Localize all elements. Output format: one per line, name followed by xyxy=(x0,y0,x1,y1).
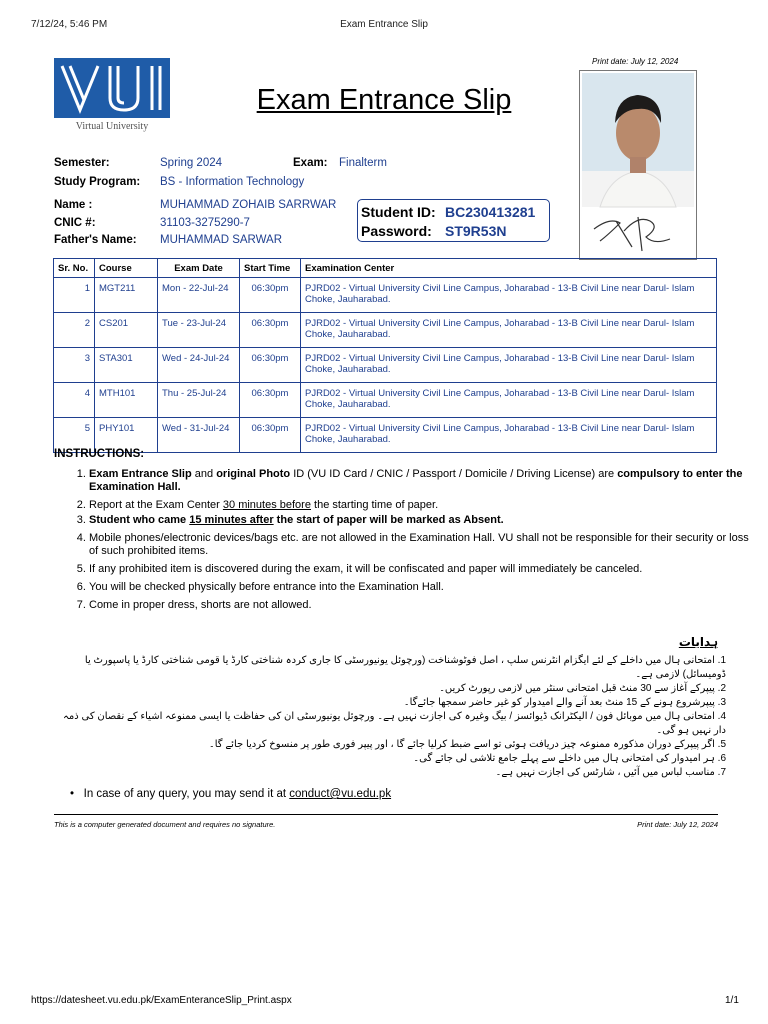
row-time: 06:30pm xyxy=(240,348,301,383)
table-row xyxy=(54,383,717,418)
row-sr: 5 xyxy=(54,418,95,453)
page-number: 1/1 xyxy=(725,995,739,1006)
instruction-4: 4. Mobile phones/electronic devices/bags etc. are not allowed in the Examination Hall. VU shall not be responsible for their security or loss of such prohibited items. xyxy=(89,532,759,558)
row-date: Wed - 31-Jul-24 xyxy=(158,418,240,453)
instruction-3: 3. Student who came 15 minutes after the start of paper will be marked as Absent. xyxy=(89,514,759,527)
query-text: In case of any query, you may send it at xyxy=(83,788,290,800)
instruction-5: 5. If any prohibited item is discovered during the exam, it will be confiscated and paper will immediately be canceled. xyxy=(89,563,759,576)
contact-email-link[interactable]: conduct@vu.edu.pk xyxy=(289,788,392,800)
urdu-instruction-2: 2. پیپرکے آغاز سے 30 منٹ قبل امتحانی سنٹر میں لازمی رپورٹ کریں۔ xyxy=(439,683,726,694)
cnic-value: 31103-3275290-7 xyxy=(160,217,250,229)
signature xyxy=(594,217,670,251)
logo-text: Virtual University xyxy=(75,121,149,132)
password-value: ST9R53N xyxy=(445,223,507,239)
row-time: 06:30pm xyxy=(240,383,301,418)
name-value: MUHAMMAD ZOHAIB SARRWAR xyxy=(160,199,337,211)
footer-print-date: Print date: July 12, 2024 xyxy=(637,820,718,829)
student-id-value: BC230413281 xyxy=(445,204,536,220)
row-center: PJRD02 - Virtual University Civil Line Campus, Joharabad - 13-B Civil Line near Darul- Islam Choke, Jauharabad. xyxy=(301,313,717,348)
password-label: Password: xyxy=(361,223,432,239)
urdu-instruction-6: 6. ہر امیدوار کی امتحانی ہال میں داخلے سے پہلے جامع تلاشی لی جائے گی۔ xyxy=(413,753,726,764)
instruction-1: 1. Exam Entrance Slip and original Photo ID (VU ID Card / CNIC / Passport / Domicile / Driving License) are compulsory to enter the Examination Hall. xyxy=(89,468,759,494)
semester-value: Spring 2024 xyxy=(160,157,223,169)
page-title: Exam Entrance Slip xyxy=(256,84,512,116)
exam-value: Finalterm xyxy=(339,157,387,169)
table-row xyxy=(54,278,717,313)
row-date: Wed - 24-Jul-24 xyxy=(158,348,240,383)
father-name-value: MUHAMMAD SARWAR xyxy=(160,234,283,246)
urdu-instruction-7: 7. مناسب لباس میں آئیں ، شارٹس کی اجازت نہیں ہے۔ xyxy=(495,767,726,778)
header-exam-center: Examination Center xyxy=(301,259,717,278)
row-course: PHY101 xyxy=(95,418,158,453)
row-sr: 1 xyxy=(54,278,95,313)
credentials-box xyxy=(357,199,550,242)
urdu-instruction-5: 5. اگر پیپرکے دوران مذکورہ ممنوعہ چیز دریافت ہوئی تو اسے ضبط کرلیا جائے گا ، اور پیپر فوری طور پر منسوخ کردیا جائے گا۔ xyxy=(208,739,726,750)
row-sr: 4 xyxy=(54,383,95,418)
row-course: MTH101 xyxy=(95,383,158,418)
table-row xyxy=(54,418,717,453)
row-center: PJRD02 - Virtual University Civil Line Campus, Joharabad - 13-B Civil Line near Darul- Islam Choke, Jauharabad. xyxy=(301,278,717,313)
page-url: https://datesheet.vu.edu.pk/ExamEnteranceSlip_Print.aspx xyxy=(31,995,292,1006)
print-datetime: 7/12/24, 5:46 PM xyxy=(31,19,108,30)
table-header-row xyxy=(54,259,717,278)
row-center: PJRD02 - Virtual University Civil Line Campus, Joharabad - 13-B Civil Line near Darul- Islam Choke, Jauharabad. xyxy=(301,383,717,418)
cnic-label: CNIC #: xyxy=(54,217,96,229)
row-time: 06:30pm xyxy=(240,418,301,453)
student-id-label: Student ID: xyxy=(361,204,436,220)
row-date: Mon - 22-Jul-24 xyxy=(158,278,240,313)
urdu-instruction-3: 3. پیپرشروع ہونے کے 15 منٹ بعد آنے والے امیدوار کو غیر حاضر سمجھا جائےگا۔ xyxy=(403,697,726,708)
print-date-top: Print date: July 12, 2024 xyxy=(592,57,679,66)
row-time: 06:30pm xyxy=(240,313,301,348)
semester-label: Semester: xyxy=(54,157,110,169)
study-program-value: BS - Information Technology xyxy=(160,176,305,188)
row-sr: 2 xyxy=(54,313,95,348)
urdu-instruction-4: 4. امتحانی ہال میں موبائل فون / الیکٹرانک ڈیوائسز / بیگ وغیرہ کی اجازت نہیں ہے۔ ورچوئل یونیورسٹی ان کی حفاظت یا ایسی ممنوعہ اشیاء کے نقصان کی ذمہ دار نہیں ہو گی۔ xyxy=(63,711,726,736)
instruction-6: 6. You will be checked physically before entrance into the Examination Hall. xyxy=(89,581,759,594)
row-sr: 3 xyxy=(54,348,95,383)
header-exam-date: Exam Date xyxy=(158,259,240,278)
study-program-label: Study Program: xyxy=(54,176,141,188)
row-center: PJRD02 - Virtual University Civil Line Campus, Joharabad - 13-B Civil Line near Darul- Islam Choke, Jauharabad. xyxy=(301,418,717,453)
name-label: Name : xyxy=(54,199,93,211)
row-date: Thu - 25-Jul-24 xyxy=(158,383,240,418)
footer-divider xyxy=(54,814,718,815)
header-sr-no: Sr. No. xyxy=(54,259,95,278)
row-time: 06:30pm xyxy=(240,278,301,313)
father-name-label: Father's Name: xyxy=(54,234,137,246)
exam-schedule-table xyxy=(53,258,717,453)
row-course: CS201 xyxy=(95,313,158,348)
urdu-instructions-list xyxy=(54,654,736,780)
row-date: Tue - 23-Jul-24 xyxy=(158,313,240,348)
urdu-instruction-1: 1. امتحانی ہال میں داخلے کے لئے ایگزام انٹرنس سلپ ، اصل فوٹوشناخت (ورچوئل یونیورسٹی کا جاری کردہ شناختی کارڈ یا قومی شناختی کارڈ یا پاسپورٹ یا ڈومیسائل) لازمی ہے۔ xyxy=(84,655,726,680)
row-center: PJRD02 - Virtual University Civil Line Campus, Joharabad - 13-B Civil Line near Darul- Islam Choke, Jauharabad. xyxy=(301,348,717,383)
instructions-list xyxy=(54,468,759,617)
urdu-instructions-heading: ہدایات xyxy=(678,635,718,649)
table-row xyxy=(54,348,717,383)
footer-note: This is a computer generated document and requires no signature. xyxy=(54,820,276,829)
exam-label: Exam: xyxy=(293,157,328,169)
header-start-time: Start Time xyxy=(240,259,301,278)
instruction-7: 7. Come in proper dress, shorts are not allowed. xyxy=(89,599,759,612)
bullet-icon: • xyxy=(70,788,84,800)
student-photo xyxy=(580,71,696,259)
instruction-2: 2. Report at the Exam Center 30 minutes before the starting time of paper. xyxy=(89,499,759,512)
query-line xyxy=(70,788,391,800)
instructions-heading: INSTRUCTIONS: xyxy=(54,448,145,460)
row-course: MGT211 xyxy=(95,278,158,313)
print-page-title: Exam Entrance Slip xyxy=(340,19,428,30)
photo-signature-box xyxy=(579,70,697,260)
header-course: Course xyxy=(95,259,158,278)
table-row xyxy=(54,313,717,348)
row-course: STA301 xyxy=(95,348,158,383)
